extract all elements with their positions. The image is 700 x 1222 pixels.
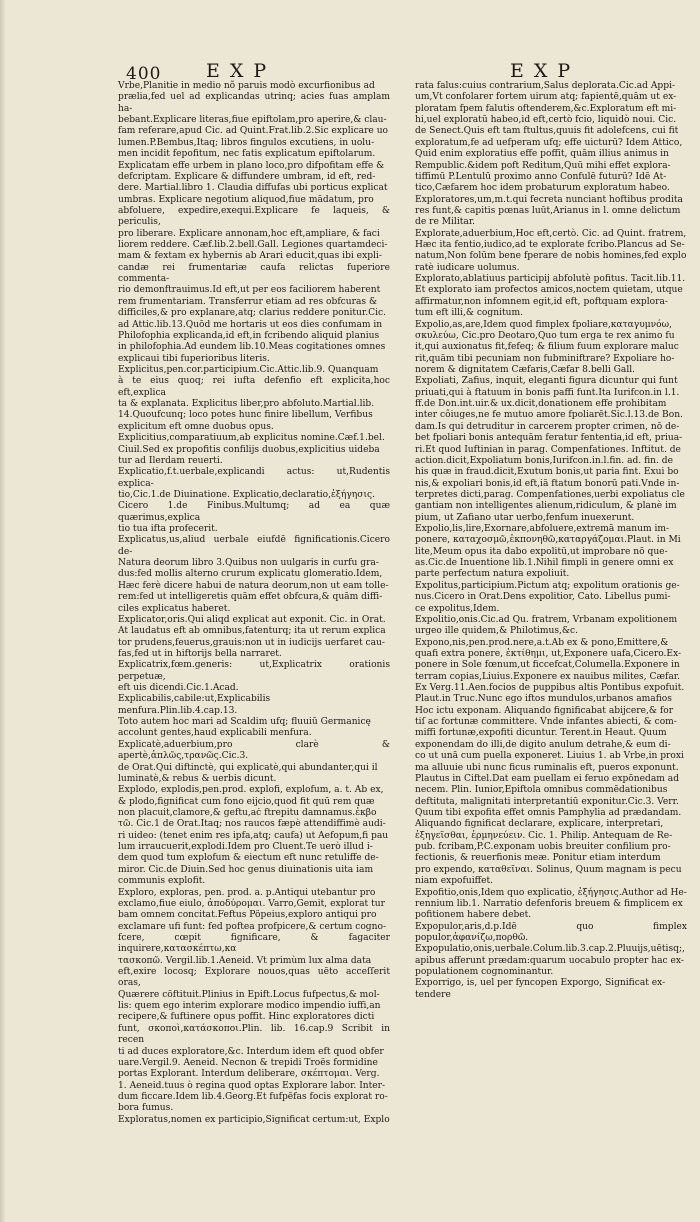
text-line: co ut unā cum puella exponeret. Liuius 1. ab Vrbe,in proxi: [415, 751, 684, 762]
text-line: miffi fortunæ,expofiti dicuntur. Terent.in Heaut. Quum: [415, 728, 667, 739]
text-line: Plaut.in Truc.Nunc ego iftos mundulos,urbanos amafios: [415, 694, 672, 705]
text-line: candæ rei frumentariæ caufa relictas fuperiore commenta-: [118, 262, 390, 285]
text-line: Expolio,lis,lire,Exornare,abfoluere,extremā manum im-: [415, 524, 670, 535]
text-line: Ciuil.Sed ex propofitis confilijs duobus,explicitius uideba: [118, 444, 380, 455]
text-line: Rempublic.&idem poft Reditum,Quū mihi effet explora-: [415, 160, 671, 171]
text-line: ti ad duces exploratore,&c. Interdum idem eft quod obfer: [118, 1046, 384, 1057]
text-line: abfoluere, expedire,exequi.Explicare fe laqueis, & periculis,: [118, 205, 390, 228]
text-line: exponendam do illi,de digito anulum detrahe,& eum di-: [415, 739, 671, 750]
text-line: um,Vt confolarer fortem uirum atq; fapientē,quām ut ex-: [415, 92, 677, 103]
text-line: it,qui auxionatus fit,fefeq; & filium fuum explorare maluc: [415, 342, 679, 353]
text-line: fas,fed ut in hiftorijs bella narraret.: [118, 648, 282, 659]
text-line: Aliquando fignificat declarare, explicare, interpretari,: [415, 819, 664, 830]
text-line: rennium lib.1. Narratio defenforis breuem & fimplicem ex: [415, 898, 683, 909]
text-line: tiſ ac fortunæ committere. Vnde infantes abiecti, & com-: [415, 717, 677, 728]
text-line: Quærere cōftituit.Plinius in Epift.Locus fufpectus,& mol-: [118, 989, 380, 1000]
text-line: nis,& expoliari bonis,id eft,iā ftatum bonorū pati.Vnde in-: [415, 478, 680, 489]
text-line: lite,Meum opus ita dabo expolitū,ut improbare nō que-: [415, 546, 668, 557]
text-line: necem. Plin. Iunior,Epiftola omnibus commēdationibus: [415, 785, 668, 796]
text-line: τῶ. Cic.1 de Orat.Itaq; nos raucos fæpè attendiffimè audi-: [118, 819, 386, 830]
text-line: fectionis, & reuerfionis meæ. Ponitur etiam interdum: [415, 853, 661, 864]
text-line: ff.de Don.int.uir.& ux.dicit,donationem effe prohibitam: [415, 399, 667, 410]
text-line: niam expofuiffet.: [415, 876, 494, 887]
text-line: Natura deorum libro 3.Quibus non uulgaris in curfu gra-: [118, 558, 379, 569]
text-line: tendere: [415, 989, 451, 1000]
text-line: ciles explicatus haberet.: [118, 603, 231, 614]
text-line: pro expendo, καταθεῖναι. Solinus, Quum magnam is pecu: [415, 864, 682, 875]
text-line: priuati,qui à ftatuum in bonis paffi funt.Ita Iurifcon.in l.1.: [415, 387, 680, 398]
text-line: Hoc ictu exponam. Aliquando fignificabat abijcere,& for: [415, 705, 674, 716]
text-line: uare.Vergil.9. Aeneid. Necnon & trepidi Troës formidine: [118, 1057, 378, 1068]
text-line: tiffimū P.Lentulū proximo anno Confulē futurū? Idē At-: [415, 171, 667, 182]
text-line: Explicator,oris.Qui aliqd explicat aut exponit. Cic. in Orat.: [118, 614, 386, 625]
text-line: Hæc ita fentio,iudico,ad te explorate fcribo.Plancus ad Se-: [415, 240, 685, 251]
text-line: At laudatus eft ab omnibus,fatenturq; ita ut rerum explica: [118, 626, 386, 637]
text-line: rem:fed ut intelligeretis quām effet obfcura,& quām diffi-: [118, 592, 383, 603]
text-line: portas Explorant. Interdum deliberare, σκέπτομαι. Verg.: [118, 1069, 380, 1080]
text-line: bora fumus.: [118, 1103, 174, 1114]
text-line: quafi extra ponere, ἐκτίθημι, ut,Exponere uafa,Cicero.Ex-: [415, 648, 682, 659]
text-line: Expolitus,participium.Pictum atq; expolitum orationis ge-: [415, 580, 680, 591]
text-line: Explicitus,pen.cor.participium.Cic.Attic.lib.9. Quanquam: [118, 364, 379, 375]
text-line: Exploro, exploras, pen. prod. a. p.Antiqui utebantur pro: [118, 887, 376, 898]
text-line: res funt,& capitis pœnas luūt,Arianus in l. omne delictum: [415, 205, 681, 216]
text-line: eft,exire locosq; Explorare nouos,quas uēto acceſſerit oras,: [118, 967, 390, 989]
text-line: & plodo,fignificat cum fono eijcio,quod fit quū rem quæ: [118, 796, 375, 807]
text-line: Explicatio,f.t.uerbale,explicandi actus: ut,Rudentis explica-: [118, 467, 390, 489]
text-line: Explicabilis,cabile:ut,Explicabilis menfura.Plin.lib.4.cap.13.: [118, 694, 271, 716]
text-line: rit,quām tibi pecuniam non fubminiftrare? Expoliare ho-: [415, 353, 675, 364]
text-line: de re Militar.: [415, 217, 476, 228]
page-gutter-shadow: [0, 0, 6, 1222]
text-line: fcere, cœpit fignificare, & fagaciter inquirere,κατασκέπτω,κα: [118, 932, 390, 955]
text-line: rata falus:cuius contrarium,Salus deplorata.Cic.ad Appi-: [415, 81, 676, 91]
text-line: deftituta, malignitati interpretantiū exponitur.Cic.3. Verr.: [415, 796, 679, 807]
text-line: luminatè,& rebus & uerbis dicunt.: [118, 773, 277, 784]
text-line: Explicatam effe urbem in plano loco,pro difpofitam effe &: [118, 160, 385, 171]
text-line: action.dicit,Expoliatum bonis,Iurifcon.in.l.fin. ad. fin. de: [415, 455, 673, 466]
text-line: tur ad Ilerdam reuerti.: [118, 455, 223, 466]
text-line: Hæc ferè dicere habui de natura deorum,non ut eam tolle-: [118, 580, 389, 591]
running-head-right: EXP: [510, 60, 581, 82]
text-line: bam omnem concitat.Feftus Pöpeius,exploro antiqui pro: [118, 910, 377, 921]
text-line: affirmatur,non infomnem egit,id eft, poftquam explora-: [415, 296, 668, 307]
text-line: ἐξηγεῖσθαι, ἑρμηνεύειν. Cic. 1. Philip. Antequam de Re-: [415, 830, 673, 841]
text-line: Explorato,ablatiuus participij abfolutè pofitus. Tacit.lib.11.: [415, 274, 686, 285]
text-line: 1. Aeneid.tuus ò regina quod optas Explorare labor. Inter-: [118, 1080, 386, 1091]
text-line: Explicitius,comparatiuum,ab explicitus nomine.Cæf.1.bel.: [118, 433, 385, 444]
text-line: rem frumentariam. Transferrur etiam ad res obfcuras &: [118, 296, 378, 307]
text-line: liorem reddere. Cæf.lib.2.bell.Gall. Legiones quartamdeci-: [118, 240, 388, 251]
text-line: accolunt gentes,haud explicabili menfura.: [118, 728, 312, 739]
text-line: miror. Cic.de Diuin.Sed hoc genus diuinationis uita iam: [118, 864, 374, 875]
text-line: pofitionem habere debet.: [415, 910, 532, 921]
text-line: communis explofit.: [118, 876, 206, 887]
text-line: bet fpoliari bonis antequām feratur fententia,id eft, priua-: [415, 433, 683, 444]
text-line: his quæ in fraud.dicit,Exutum bonis,ut paria fint. Exui bo: [415, 467, 679, 478]
text-line: ad Attic.lib.13.Quōd me hortaris ut eos dies confumam in: [118, 319, 383, 330]
text-line: eft uis dicendi.Cic.1.Acad.: [118, 683, 239, 694]
left-text-column: [118, 81, 390, 1126]
text-line: Expopulor,aris,d.p.Idē quo fimplex populor,ἀφανίζω,πορθῶ.: [415, 921, 687, 943]
text-line: dam.Is qui detruditur in carcerem propter crimen, nō de-: [415, 421, 680, 432]
text-line: ratè iudicare uolumus.: [415, 262, 520, 273]
text-line: explicaui tibi fuperioribus literis.: [118, 353, 270, 364]
text-line: Expolio,as,are,Idem quod fimplex fpoliare,καταγυμνόω,: [415, 319, 672, 330]
text-line: ploratam fpem falutis oftenderem,&c.Exploratum eft mi-: [415, 103, 677, 114]
text-line: defcriptam. Explicare & diffundere umbram, id eft, red-: [118, 171, 376, 182]
text-line: ma alluuie ubi nunc ficus ruminalis eft, pueros exponunt.: [415, 762, 679, 773]
text-line: Explodo, explodis,pen.prod. explofi, explofum, a. t. Ab ex,: [118, 785, 384, 796]
text-line: Expofitio,onis,Idem quo explicatio, ἐξήγησις.Author ad He-: [415, 887, 687, 898]
text-line: Toto autem hoc mari ad Scaldim ufq; fluuiū Germanicę: [118, 717, 371, 728]
text-line: difficiles,& pro explanare,atq; clarius reddere ponitur.Cic.: [118, 308, 387, 319]
text-line: Quid enim exploratius effe poffit, quām illius animus in: [415, 149, 669, 160]
text-line: populationem cognominantur.: [415, 967, 554, 978]
text-line: pium, ut Zafiano utar uerbo,fenfum inuexerunt.: [415, 512, 635, 523]
text-line: Explorate,aduerbium,Hoc eft,certò. Cic. ad Quint. fratrem,: [415, 228, 687, 239]
text-line: τασκοπῶ. Vergil.lib.1.Aeneid. Vt primùm lux alma data: [118, 955, 372, 966]
text-line: non placuit,clamore,& geftu,aċ ftrepitu damnamus.ἐκβο: [118, 808, 377, 818]
text-line: Expolitio,onis.Cic.ad Qu. fratrem, Vrbanam expolitionem: [415, 614, 678, 625]
text-line: dum ficcare.Idem lib.4.Georg.Et fufpēfas focis explorat ro-: [118, 1091, 388, 1102]
text-line: ta & explanata. Explicitus liber,pro abfoluto.Martial.lib.: [118, 399, 375, 410]
text-line: de Orat.Qui diftinctè, qui explicatè,qui abundanter,qui il: [118, 762, 378, 773]
text-line: tio tua ifta profecerit.: [118, 524, 218, 535]
text-line: as.Cic.de Inuentione lib.1.Nihil fimpli in genere omni ex: [415, 558, 674, 569]
text-line: apibus afferunt prædam:quarum uocabulo propter hac ex-: [415, 955, 684, 966]
text-line: in philofophia.Ad eundem lib.10.Meas cogitationes omnes: [118, 342, 386, 353]
text-line: explicitum eft omne duobus opus.: [118, 421, 274, 432]
text-line: à te eius quoq; rei iufta defenfio eft explicita,hoc eft,explica: [118, 376, 390, 398]
text-line: Expono,nis,pen.prod.nere,a.t.Ab ex & pono,Emittere,&: [415, 637, 669, 648]
text-line: Plautus in Ciftel.Dat eam puellam ei feruo expōnedam ad: [415, 773, 680, 784]
text-line: tico,Cæfarem hoc idem probaturum exploratum habeo.: [415, 183, 670, 194]
text-line: lumen.P.Bembus,Itaq; libros fingulos excutiens, in uolu-: [118, 137, 375, 148]
text-line: ponere in Sole fœnum,ut ficcefcat,Columella.Exponere in: [415, 660, 680, 671]
text-line: ri.Et quod Iuftinian in parag. Compenfationes. Inftitut. de: [415, 444, 681, 455]
text-line: Ex Verg.11.Aen.focios de puppibus altis Pontibus expofuit.: [415, 683, 685, 694]
text-line: natum,Non folūm bene fperare de nobis homines,fed explo: [415, 251, 687, 262]
text-line: tio,Cic.1.de Diuinatione. Explicatio,declaratio,ἐξήγησις.: [118, 489, 375, 500]
text-line: rio demonftrauimus.Id eft,ut per eos faciliorem haberent: [118, 285, 381, 296]
text-line: exclamare ufi funt: fed poftea profpicere,& certum cogno-: [118, 921, 387, 932]
text-line: mam & fextam ex hybernis ab Arari educit,quas ibi expli-: [118, 251, 382, 262]
text-line: ponere, καταχοσμῶ,ἐκπονηθῶ,καταργάζομαι.Plaut. in Mi: [415, 535, 681, 546]
text-line: pro liberare. Explicare annonam,hoc eft,ampliare, & faci: [118, 228, 380, 239]
text-line: dem quod tum explofum & eiectum eft nunc retuliffe de-: [118, 853, 379, 864]
text-line: hi,uel exploratū habeo,id eft,certò fcio, liquidò noui. Cic.: [415, 115, 677, 126]
text-line: gantiam non intelligentes alienum,ridiculum, & planè im: [415, 501, 677, 512]
text-line: Explicatè,aduerbium,pro clarè & apertè,ἀπλῶς,τρανῶς.Cic.3.: [118, 739, 390, 762]
bottom-margin: [0, 1205, 700, 1222]
text-line: inter côiuges,ne fe mutuo amore fpoliarēt.Sic.l.13.de Bon.: [415, 410, 683, 421]
text-line: tor prudens,feuerus,grauis:non ut in iudicijs uerfaret cau-: [118, 637, 385, 648]
text-line: dus:fed mollis alterno crurum explicatu glomeratio.Idem,: [118, 569, 383, 580]
text-line: de Senect.Quis eft tam ftultus,quuis fit adolefcens, cui fit: [415, 126, 679, 137]
text-line: ce expolitus,Idem.: [415, 603, 500, 614]
text-line: fam referare,apud Cic. ad Quint.Frat.lib.2.Sic explicare uo: [118, 126, 389, 137]
text-line: terpretes dicti,parag. Compenfationes,uerbi expoliatus cle: [415, 489, 685, 500]
text-line: parte perfectum natura expoliuit.: [415, 569, 570, 580]
text-line: σκυλεύω, Cic.pro Deotaro,Quo tum erga te rex animo fu: [415, 330, 675, 341]
text-line: Et explorato iam profectos amicos,noctem quietam, utque: [415, 285, 683, 296]
text-line: norem & dignitatem Cæfaris,Cæfar 8.belli Gall.: [415, 364, 636, 375]
text-line: Explicatus,us,aliud uerbale eiufdē fignificationis.Cicero de-: [118, 535, 390, 557]
running-head-left: EXP: [206, 60, 277, 82]
text-line: bebant.Explicare literas,fiue epiftolam,pro aperire,& clau-: [118, 115, 387, 126]
right-text-column: [415, 81, 687, 1001]
text-line: Cicero 1.de Finibus.Multumq; ad ea quæ quærimus,explica: [118, 501, 390, 523]
text-line: terram copias,Liuius.Exponere ex nauibus milites, Cæfar.: [415, 671, 681, 682]
text-line: Philofophia explicanda,id eft,in fcribendo aliquid planius: [118, 330, 380, 341]
text-line: Exploratores,um,m.t.qui fecreta nunciant hoftibus prodita: [415, 194, 683, 205]
text-line: lis: quem ego interim explorare modico impendio iuffi,an: [118, 1001, 381, 1012]
text-line: lum irraucuerit,explodi.Idem pro Cluent.Te uerò illud i-: [118, 842, 373, 853]
text-line: 14.Quoufcunq; loco potes hunc finire libellum, Verfibus: [118, 410, 373, 421]
page-number: 400: [126, 64, 162, 84]
text-line: Explicatrix,fœm.generis: ut,Explicatrix orationis perpetuæ,: [118, 660, 390, 682]
text-line: Exploratus,nomen ex participio,Significat certum:ut, Explo: [118, 1114, 390, 1125]
text-line: recipere,& fuftinere opus poffit. Hinc exploratores dicti: [118, 1012, 375, 1023]
text-line: funt, σκοποὶ,κατάσκοποι.Plin. lib. 16.cap.9 Scribit in recen: [118, 1023, 390, 1046]
text-line: ri uideo: (tenet enim res ipfa,atq; caufa) ut Aefopum,fi pau: [118, 830, 389, 841]
text-line: exclamo,fiue eiulo, ἀποδύρομαι. Varro,Gemit, explorat tur: [118, 898, 385, 909]
text-line: men incidit fepofitum, nec fatis explicatum epiftolarum.: [118, 149, 376, 160]
text-line: exploratum,fe ad uefperam ufq; effe uicturū? Idem Attico,: [415, 137, 683, 148]
text-line: Exporrigo, is, uel per fyncopen Exporgo, Significat ex-: [415, 978, 666, 989]
text-line: dere. Martial.libro 1. Claudia diffufas ubi porticus explicat: [118, 183, 388, 194]
text-line: umbras. Explicare negotium aliquod,fiue mādatum, pro: [118, 194, 374, 205]
text-line: Expopulatio,onis,uerbale.Colum.lib.3.cap.2.Pluuijs,uētisq;,: [415, 944, 685, 955]
text-line: urgeo ille quidem,& Philotimus,&c.: [415, 626, 579, 637]
text-line: Quum tibi expofita effet omnis Pamphylia ad prædandam.: [415, 808, 682, 818]
text-line: tum eft illi,& cognitum.: [415, 308, 524, 319]
text-line: prælia,fed uel ad explicandas utrinq; acies fuas amplam ha-: [118, 92, 390, 114]
text-line: Expoliati, Zafius, inquit, eleganti figura dicuntur qui funt: [415, 376, 678, 387]
text-line: pub. fcribam,P.C.exponam uobis breuiter confilium pro-: [415, 842, 671, 853]
text-line: Vrbe,Planitie in medio nõ paruis modò excurfionibus ad: [118, 81, 375, 91]
text-line: nus.Cicero in Orat.Dens expolitior, Cato. Libellus pumi-: [415, 592, 671, 603]
